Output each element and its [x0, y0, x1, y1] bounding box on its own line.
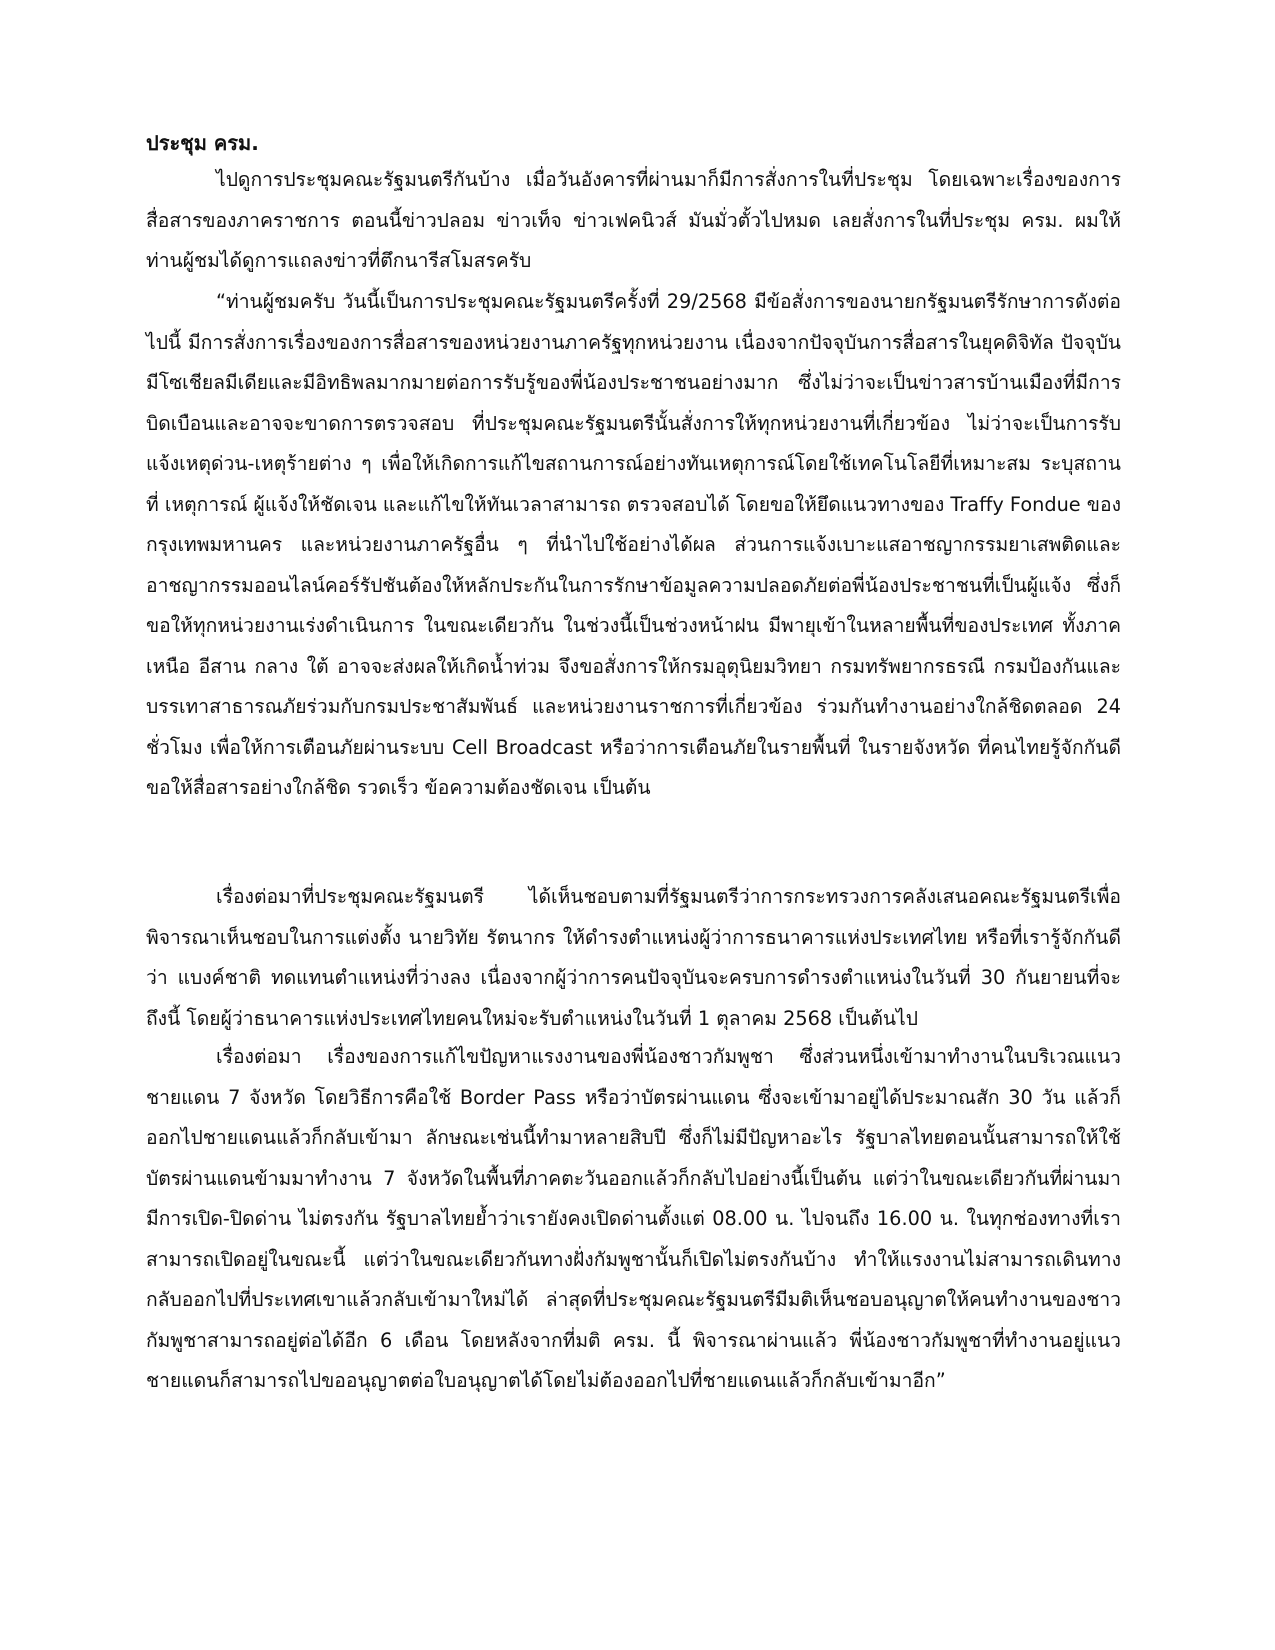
paragraph-text: “ท่านผู้ชมครับ วันนี้เป็นการประชุมคณะรัฐมนตรีครั้งที่ 29/2568 มีข้อสั่งการของนายกรัฐมนตรีรักษาการดังต่อไปนี้ มีการสั่งการเรื่องของการสื่อสารของหน่วยงานภาครัฐทุกหน่วยงาน เนื่องจากปัจจุบันการสื่อสารในยุคดิจิทัล ปัจจุบันมีโซเชียลมีเดียและมีอิทธิพลมากมายต่อการรับรู้ของพี่น้องประชาชนอย่างมาก ซึ่งไม่ว่าจะเป็นข่าวสารบ้านเมืองที่มีการบิดเบือนและอาจจะขาดการตรวจสอบ ที่ประชุมคณะรัฐมนตรีนั้นสั่งการให้ทุกหน่วยงานที่เกี่ยวข้อง ไม่ว่าจะเป็นการรับแจ้งเหตุด่วน-เหตุร้ายต่าง ๆ เพื่อให้เกิดการแก้ไขสถานการณ์อย่างทันเหตุการณ์โดยใช้เทคโนโลยีที่เหมาะสม ระบุสถานที่ เหตุการณ์ ผู้แจ้งให้ชัดเจน และแก้ไขให้ทันเวลาสามารถ ตรวจสอบได้ โดยขอให้ยึดแนวทางของ Traffy Fondue ของกรุงเทพมหานคร และหน่วยงานภาครัฐอื่น ๆ ที่นำไปใช้อย่างได้ผล ส่วนการแจ้งเบาะแสอาชญากรรมยาเสพติดและอาชญากรรมออนไลน์คอร์รัปชันต้องให้หลักประกันในการรักษาข้อมูลความปลอดภัยต่อพี่น้องประชาชนที่เป็นผู้แจ้ง ซึ่งก็ขอให้ทุกหน่วยงานเร่งดำเนินการ ในขณะเดียวกัน ในช่วงนี้เป็นช่วงหน้าฝน มีพายุเข้าในหลายพื้นที่ของประเทศ ทั้งภาคเหนือ อีสาน กลาง ใต้ อาจจะส่งผลให้เกิดน้ำท่วม จึงขอสั่งการให้กรมอุตุนิยมวิทยา กรมทรัพยากรธรณี กรมป้องกันและบรรเทาสาธารณภัยร่วมกับกรมประชาสัมพันธ์ และหน่วยงานราชการที่เกี่ยวข้อง ร่วมกันทำงานอย่างใกล้ชิดตลอด 24 ชั่วโมง เพื่อให้การเตือนภัยผ่านระบบ Cell Broadcast หรือว่าการเตือนภัยในรายพื้นที่ ในรายจังหวัด ที่คนไทยรู้จักกันดี ขอให้สื่อสารอย่างใกล้ชิด รวดเร็ว ข้อความต้องชัดเจน เป็นต้น [146, 290, 1121, 799]
paragraph-communication-orders [146, 282, 1121, 809]
paragraph-text: เรื่องต่อมาที่ประชุมคณะรัฐมนตรี ได้เห็นชอบตามที่รัฐมนตรีว่าการกระทรวงการคลังเสนอคณะรัฐมนตรีเพื่อพิจารณาเห็นชอบในการแต่งตั้ง นายวิทัย รัตนากร ให้ดำรงตำแหน่งผู้ว่าการธนาคารแห่งประเทศไทย หรือที่เรารู้จักกันดีว่า แบงค์ชาติ ทดแทนตำแหน่งที่ว่างลง เนื่องจากผู้ว่าการคนปัจจุบันจะครบการดำรงตำแหน่งในวันที่ 30 กันยายนที่จะถึงนี้ โดยผู้ว่าธนาคารแห่งประเทศไทยคนใหม่จะรับตำแหน่งในวันที่ 1 ตุลาคม 2568 เป็นต้นไป [146, 885, 1121, 1030]
paragraph-cabinet-intro [146, 160, 1121, 282]
paragraph-cambodian-labor [146, 1037, 1121, 1402]
document-heading: ประชุม ครม. [146, 131, 259, 155]
paragraph-text: เรื่องต่อมา เรื่องของการแก้ไขปัญหาแรงงานของพี่น้องชาวกัมพูชา ซึ่งส่วนหนึ่งเข้ามาทำงานในบริเวณแนวชายแดน 7 จังหวัด โดยวิธีการคือใช้ Border Pass หรือว่าบัตรผ่านแดน ซึ่งจะเข้ามาอยู่ได้ประมาณสัก 30 วัน แล้วก็ออกไปชายแดนแล้วก็กลับเข้ามา ลักษณะเช่นนี้ทำมาหลายสิบปี ซึ่งก็ไม่มีปัญหาอะไร รัฐบาลไทยตอนนั้นสามารถให้ใช้บัตรผ่านแดนข้ามมาทำงาน 7 จังหวัดในพื้นที่ภาคตะวันออกแล้วก็กลับไปอย่างนี้เป็นต้น แต่ว่าในขณะเดียวกันที่ผ่านมา มีการเปิด-ปิดด่าน ไม่ตรงกัน รัฐบาลไทยย้ำว่าเรายังคงเปิดด่านตั้งแต่ 08.00 น. ไปจนถึง 16.00 น. ในทุกช่องทางที่เราสามารถเปิดอยู่ในขณะนี้ แต่ว่าในขณะเดียวกันทางฝั่งกัมพูชานั้นก็เปิดไม่ตรงกันบ้าง ทำให้แรงงานไม่สามารถเดินทางกลับออกไปที่ประเทศเขาแล้วกลับเข้ามาใหม่ได้ ล่าสุดที่ประชุมคณะรัฐมนตรีมีมติเห็นชอบอนุญาตให้คนทำงานของชาวกัมพูชาสามารถอยู่ต่อได้อีก 6 เดือน โดยหลังจากที่มติ ครม. นี้ พิจารณาผ่านแล้ว พี่น้องชาวกัมพูชาที่ทำงานอยู่แนวชายแดนก็สามารถไปขออนุญาตต่อใบอนุญาตได้โดยไม่ต้องออกไปที่ชายแดนแล้วก็กลับเข้ามาอีก” [146, 1045, 1121, 1392]
paragraph-text: ไปดูการประชุมคณะรัฐมนตรีกันบ้าง เมื่อวันอังคารที่ผ่านมาก็มีการสั่งการในที่ประชุม โดยเฉพาะเรื่องของการสื่อสารของภาคราชการ ตอนนี้ข่าวปลอม ข่าวเท็จ ข่าวเฟคนิวส์ มันมั่วตั้วไปหมด เลยสั่งการในที่ประชุม ครม. ผมให้ท่านผู้ชมได้ดูการแถลงข่าวที่ตึกนารีสโมสรครับ [146, 168, 1121, 272]
paragraph-bot-governor [146, 877, 1121, 1039]
